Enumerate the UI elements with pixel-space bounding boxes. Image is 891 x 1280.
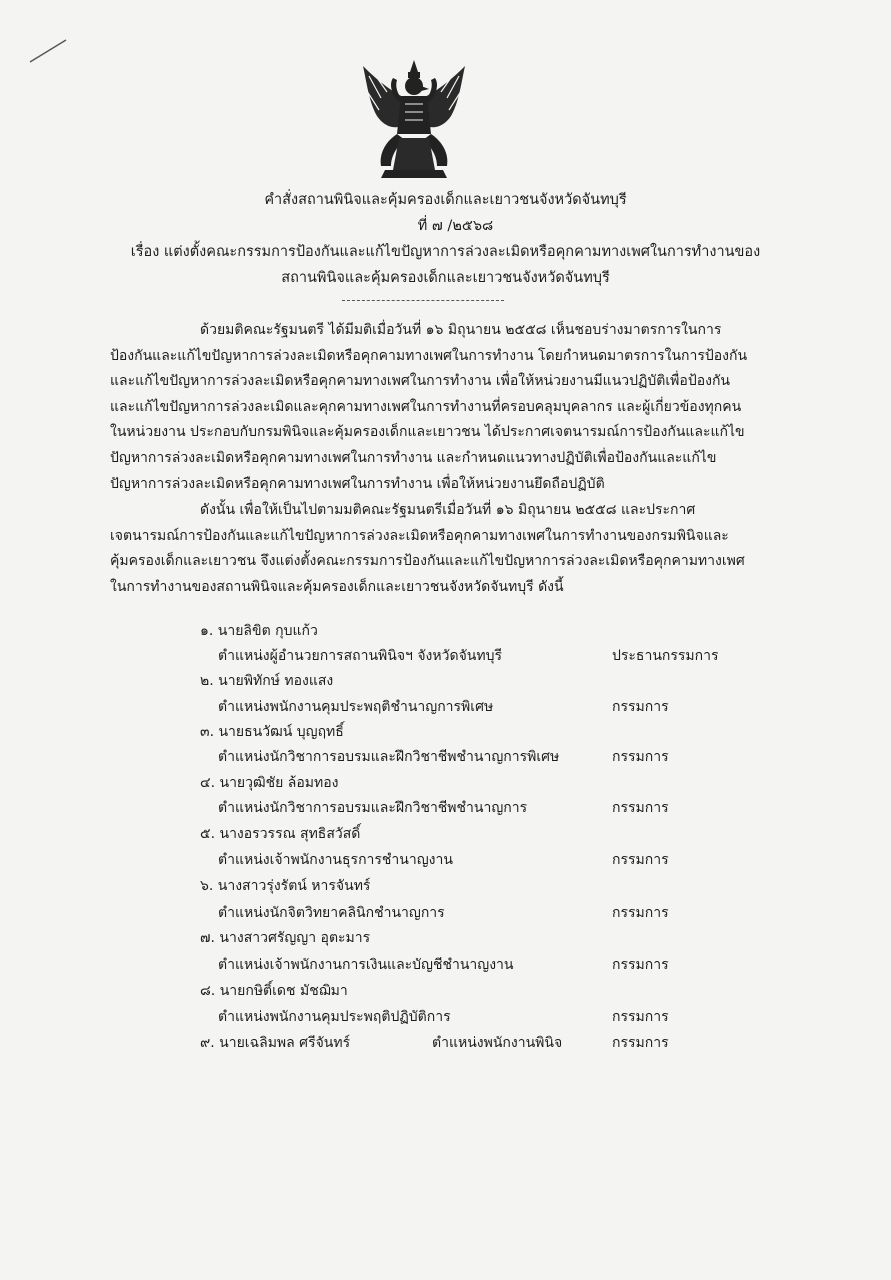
member-role: กรรมการ: [612, 905, 669, 921]
member-role: กรรมการ: [612, 1035, 669, 1051]
member-role: กรรมการ: [612, 957, 669, 973]
member-role: กรรมการ: [612, 852, 669, 868]
paragraph-1-line: ป้องกันและแก้ไขปัญหาการล่วงละเมิดหรือคุกคามทางเพศในการทำงาน โดยกำหนดมาตรการในการป้องกัน: [110, 347, 748, 364]
member-name: ๖. นางสาวรุ่งรัตน์ หารจันทร์: [200, 878, 371, 894]
member-position: ตำแหน่งเจ้าพนักงานธุรการชำนาญงาน: [218, 852, 453, 868]
member-role: กรรมการ: [612, 749, 669, 765]
paragraph-2: [110, 498, 750, 600]
member-position: ตำแหน่งนักวิชาการอบรมและฝึกวิชาชีพชำนาญการพิเศษ: [218, 749, 560, 765]
member-position: ตำแหน่งพนักงานคุมประพฤติชำนาญการพิเศษ: [218, 699, 494, 715]
paragraph-1-line: และแก้ไขปัญหาการล่วงละเมิดหรือคุกคามทางเพศในการทำงาน เพื่อให้หน่วยงานมีแนวปฏิบัติเพื่อป้องกัน: [110, 373, 730, 390]
paragraph-1-line: และแก้ไขปัญหาการล่วงละเมิดและคุกคามทางเพศในการทำงานที่ครอบคลุมบุคลากร และผู้เกี่ยวข้องทุกคน: [110, 398, 742, 415]
member-name: ๘. นายกษิติ์เดช มัชฌิมา: [200, 983, 348, 999]
member-name: ๔. นายวุฒิชัย ล้อมทอง: [200, 775, 339, 791]
member-position: ตำแหน่งพนักงานคุมประพฤติปฏิบัติการ: [218, 1009, 451, 1025]
paragraph-1-line: ปัญหาการล่วงละเมิดหรือคุกคามทางเพศในการทำงาน เพื่อให้หน่วยงานยึดถือปฏิบัติ: [110, 475, 605, 492]
paragraph-2-line: เจตนารมณ์การป้องกันและแก้ไขปัญหาการล่วงละเมิดหรือคุกคามทางเพศในการทำงานของกรมพินิจและ: [110, 527, 729, 544]
member-position: ตำแหน่งผู้อำนวยการสถานพินิจฯ จังหวัดจันทบุรี: [218, 648, 502, 664]
member-position: ตำแหน่งเจ้าพนักงานการเงินและบัญชีชำนาญงาน: [218, 957, 514, 973]
paragraph-2-line: คุ้มครองเด็กและเยาวชน จึงแต่งตั้งคณะกรรมการป้องกันและแก้ไขปัญหาการล่วงละเมิดหรือคุกคามทางเพศ: [110, 553, 745, 570]
member-role: กรรมการ: [612, 1009, 669, 1025]
paragraph-2-line: ในการทำงานของสถานพินิจและคุ้มครองเด็กและเยาวชนจังหวัดจันทบุรี ดังนี้: [110, 578, 564, 595]
order-number: ที่ ๗ /๒๕๖๘: [417, 218, 494, 234]
member-name: ๑. นายลิขิต กุบแก้ว: [200, 623, 318, 639]
member-name: ๕. นางอรวรรณ สุทธิสวัสดิ์: [200, 826, 361, 842]
subject-line-2: สถานพินิจและคุ้มครองเด็กและเยาวชนจังหวัดจันทบุรี: [281, 270, 610, 286]
member-name: ๓. นายธนวัฒน์ บุญฤทธิ์: [200, 724, 344, 740]
member-name: ๒. นายพิทักษ์ ทองแสง: [200, 673, 334, 689]
pen-stroke-mark: [28, 36, 68, 64]
paragraph-1: [110, 318, 750, 497]
subject-line-1: เรื่อง แต่งตั้งคณะกรรมการป้องกันและแก้ไขปัญหาการล่วงละเมิดหรือคุกคามทางเพศในการทำงานของ: [130, 244, 761, 260]
paragraph-2-line: ดังนั้น เพื่อให้เป็นไปตามมติคณะรัฐมนตรีเมื่อวันที่ ๑๖ มิถุนายน ๒๕๕๘ และประกาศ: [200, 502, 696, 518]
member-role: ประธานกรรมการ: [612, 648, 719, 664]
garuda-emblem-icon: [355, 58, 473, 182]
member-name: ๗. นางสาวศรัญญา อุตะมาร: [200, 930, 371, 946]
member-position: ตำแหน่งพนักงานพินิจ: [432, 1035, 563, 1051]
member-role: กรรมการ: [612, 800, 669, 816]
paragraph-1-line: ปัญหาการล่วงละเมิดหรือคุกคามทางเพศในการทำงาน และกำหนดแนวทางปฏิบัติเพื่อป้องกันและแก้ไข: [110, 449, 717, 466]
member-role: กรรมการ: [612, 699, 669, 715]
paragraph-1-line: ด้วยมติคณะรัฐมนตรี ได้มีมติเมื่อวันที่ ๑๖ มิถุนายน ๒๕๕๘ เห็นชอบร่างมาตรการในการ: [200, 322, 722, 338]
member-name: ๙. นายเฉลิมพล ศรีจันทร์: [200, 1035, 351, 1051]
member-position: ตำแหน่งนักวิชาการอบรมและฝึกวิชาชีพชำนาญการ: [218, 800, 528, 816]
header-divider: [342, 300, 504, 301]
order-title: คำสั่งสถานพินิจและคุ้มครองเด็กและเยาวชนจังหวัดจันทบุรี: [264, 192, 627, 208]
member-position: ตำแหน่งนักจิตวิทยาคลินิกชำนาญการ: [218, 905, 445, 921]
paragraph-1-line: ในหน่วยงาน ประกอบกับกรมพินิจและคุ้มครองเด็กและเยาวชน ได้ประกาศเจตนารมณ์การป้องกันและแก้ไข: [110, 424, 745, 441]
